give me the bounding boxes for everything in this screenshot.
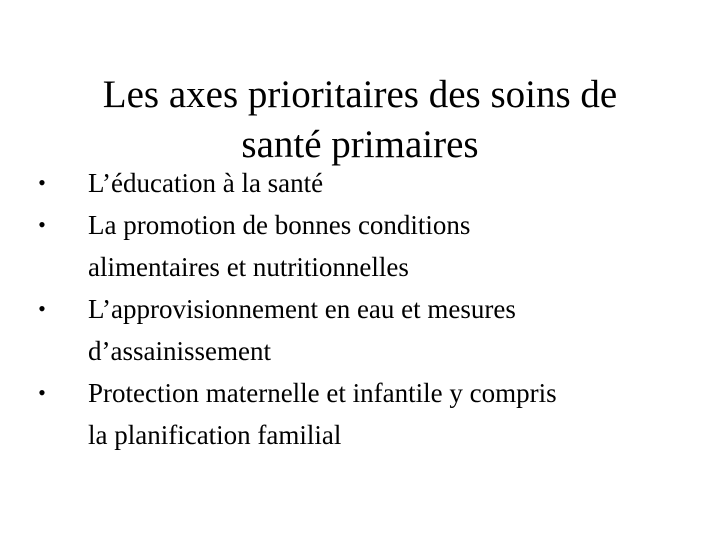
bullet-text: L’approvisionnement en eau et mesures (88, 294, 516, 324)
bullet-text-continuation: alimentaires et nutritionnelles (88, 252, 409, 282)
bullet-item-water-sanitation (28, 288, 678, 372)
bullet-icon: • (38, 296, 46, 321)
bullet-icon: • (38, 212, 46, 237)
slide-title-line-2: santé primaires (241, 123, 479, 167)
bullet-item-nutrition (28, 204, 678, 288)
bullet-text: Protection maternelle et infantile y compris (88, 378, 557, 408)
bullet-text-continuation: d’assainissement (88, 336, 271, 366)
bullet-text: La promotion de bonnes conditions (88, 210, 471, 240)
bullet-icon: • (38, 170, 46, 195)
bullet-text: L’éducation à la santé (88, 168, 324, 198)
bullet-item-maternal-child (28, 372, 678, 456)
bullet-item-education (28, 162, 678, 204)
slide-title-line-1: Les axes prioritaires des soins de (102, 73, 618, 117)
bullet-icon: • (38, 380, 46, 405)
slide-title (40, 70, 680, 170)
bullet-text-continuation: la planification familial (88, 420, 342, 450)
bullet-list (28, 162, 678, 456)
